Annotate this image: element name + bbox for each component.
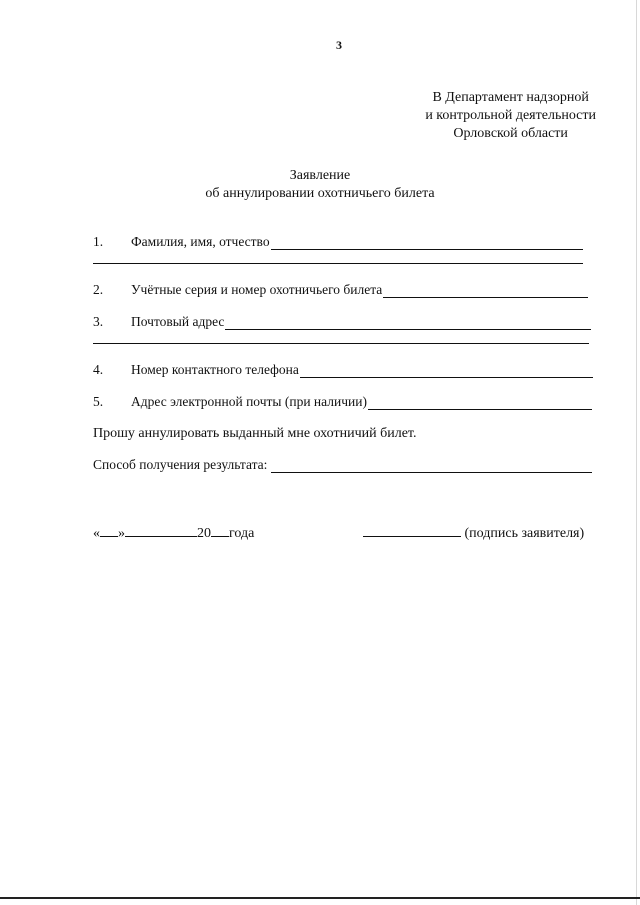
page-number: 3 — [336, 38, 342, 52]
field-label: Номер контактного телефона — [131, 362, 299, 377]
field-number: 2. — [93, 282, 104, 297]
year-prefix: 20 — [197, 526, 211, 541]
postal-address-input-line[interactable] — [225, 315, 591, 330]
month-input-line[interactable] — [125, 522, 197, 537]
field-number: 1. — [93, 234, 104, 249]
ticket-number-input-line[interactable] — [383, 283, 588, 298]
field-label: Учётные серия и номер охотничьего билета — [131, 282, 383, 297]
field-number: 4. — [93, 362, 104, 377]
field-email — [93, 390, 592, 410]
result-method-input-line[interactable] — [271, 458, 592, 473]
field-label: Почтовый адрес — [131, 314, 225, 329]
quote-close: » — [118, 526, 125, 541]
addressee-line-3: Орловской области — [453, 126, 568, 141]
field-label: Адрес электронной почты (при наличии) — [131, 394, 367, 409]
field-label: Фамилия, имя, отчество — [131, 234, 270, 249]
field-result-method — [93, 453, 592, 473]
full-name-input-line[interactable] — [271, 235, 583, 250]
postal-address-continuation-line[interactable] — [93, 343, 589, 344]
result-method-label: Способ получения результата: — [93, 457, 268, 472]
full-name-continuation-line[interactable] — [93, 263, 583, 264]
field-postal-address — [93, 310, 591, 330]
request-text: Прошу аннулировать выданный мне охотничий билет. — [93, 426, 417, 441]
day-input-line[interactable] — [100, 522, 118, 537]
year-suffix: года — [229, 526, 255, 541]
addressee-block — [425, 89, 596, 143]
document-title — [0, 167, 640, 203]
signature-row — [93, 520, 593, 540]
quote-open: « — [93, 526, 100, 541]
title-line-1: Заявление — [289, 168, 351, 183]
field-number: 5. — [93, 394, 104, 409]
field-number: 3. — [93, 314, 104, 329]
addressee-line-2: и контрольной деятельности — [425, 108, 596, 123]
email-input-line[interactable] — [368, 395, 592, 410]
field-phone — [93, 358, 593, 378]
year-input-line[interactable] — [211, 522, 229, 537]
bottom-rule — [0, 897, 640, 899]
field-ticket-number — [93, 278, 588, 298]
phone-input-line[interactable] — [300, 363, 593, 378]
addressee-line-1: В Департамент надзорной — [432, 90, 589, 105]
page-edge — [636, 0, 637, 905]
date-block — [93, 522, 254, 542]
signature-block — [363, 522, 584, 542]
signature-hint: (подпись заявителя) — [464, 526, 585, 541]
title-line-2: об аннулировании охотничьего билета — [205, 186, 435, 201]
signature-input-line[interactable] — [363, 522, 461, 537]
field-full-name — [93, 230, 583, 250]
